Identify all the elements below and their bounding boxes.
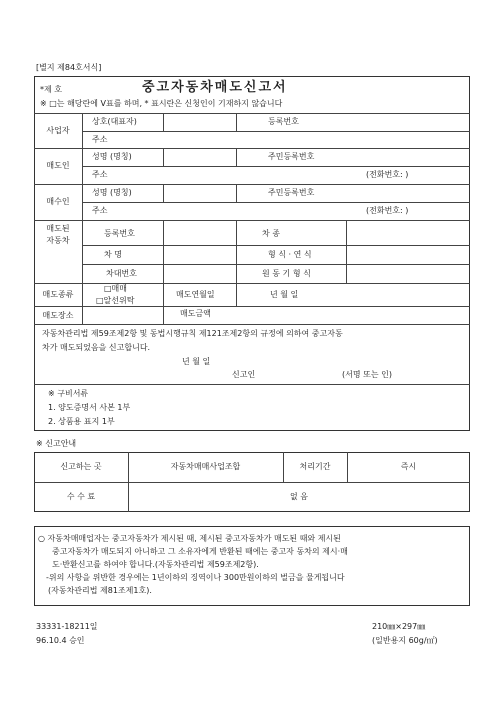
vehicle-chassis-label: 차대번호 [106, 269, 137, 278]
buyer-phone-label: (전화번호: ) [366, 206, 409, 215]
vehicle-label-line1: 매도된 [46, 224, 70, 233]
sale-place-label: 매도장소 [42, 311, 74, 320]
seller-phone-label: (전화번호: ) [366, 170, 409, 179]
sale-option-trade[interactable]: □매매 [104, 284, 128, 293]
notice-line3: 도·반환신고를 하여야 합니다.(자동차관리법 제59조제2항). [52, 560, 259, 569]
documents-item-1: 1. 양도증명서 사본 1부 [48, 403, 131, 412]
footer-paper: (일반용지 60g/㎡) [372, 636, 438, 645]
vehicle-type-label: 차 종 [262, 229, 280, 238]
declaration-signer-label: 신고인 [232, 370, 256, 379]
guide-fee-label: 수 수 료 [66, 492, 96, 501]
business-label: 사업자 [46, 126, 70, 135]
notice-line4: -위의 사항을 위반한 경우에는 1년이하의 징역이나 300만원이하의 벌금을 물게됩니다 [46, 573, 345, 582]
buyer-address-label: 주소 [92, 206, 108, 215]
footer-approval: 96.10.4 승인 [36, 636, 85, 645]
seller-address-label: 주소 [92, 170, 108, 179]
vehicle-name-label: 차 명 [104, 250, 122, 259]
sale-option-consign[interactable]: □알선위탁 [96, 296, 135, 305]
form-reference: [별지 제84호서식] [36, 63, 102, 72]
seller-id-label: 주민등록번호 [268, 152, 315, 161]
sale-date-label: 매도연월일 [176, 290, 215, 299]
declaration-line2: 차가 매도되었음을 신고합니다. [42, 343, 151, 352]
buyer-id-label: 주민등록번호 [268, 188, 315, 197]
vehicle-regno-label: 등록번호 [104, 229, 135, 238]
guide-office-label: 신고하는 곳 [60, 462, 102, 471]
notice-line1: ○ 자동차매매업자는 중고자동차가 제시된 때, 제시된 중고자동차가 매도된 때와 제시된 [38, 534, 341, 543]
notice-line2: 중고자동차가 매도되지 아니하고 그 소유자에게 반환된 때에는 중고자 동차의 제시·매 [52, 547, 348, 556]
vehicle-model-year-label: 형 식 · 연 식 [268, 250, 312, 259]
footer-size: 210㎜×297㎜ [372, 622, 426, 631]
buyer-label: 매수인 [46, 197, 70, 206]
documents-item-2: 2. 상품용 표지 1부 [48, 417, 115, 426]
seller-label: 매도인 [46, 161, 70, 170]
vehicle-engine-label: 원 동 기 형 식 [262, 269, 311, 278]
guide-heading: ※ 신고안내 [36, 439, 77, 448]
form-title: 중고자동차매도신고서 [142, 80, 288, 95]
sale-amount-label: 매도금액 [180, 309, 211, 318]
guide-period-label: 처리기간 [299, 462, 331, 471]
seller-name-label: 성명 (명칭) [92, 152, 132, 161]
footer-code: 33331-18211일 [36, 622, 98, 631]
declaration-line1: 자동차관리법 제59조제2항 및 동법시행규칙 제121조제2항의 규정에 의하여 중고자동 [42, 329, 343, 338]
notice-line5: (자동차관리법 제81조제1호). [48, 586, 152, 595]
declaration-date: 년 월 일 [182, 357, 211, 366]
receipt-number-label: *제 호 [40, 85, 62, 94]
business-regno-label: 등록번호 [268, 117, 299, 126]
form-note: ※ □는 해당란에 V표를 하며, * 표시란은 신청인이 기재하지 않습니다 [40, 99, 283, 108]
guide-period-value: 즉시 [400, 462, 417, 471]
business-address-label: 주소 [92, 135, 108, 144]
business-name-label: 상호(대표자) [92, 117, 137, 126]
guide-fee-value: 없 음 [290, 492, 308, 501]
declaration-sign-label: (서명 또는 인) [342, 370, 392, 379]
guide-office-value: 자동차매매사업조합 [170, 462, 241, 471]
vehicle-label-line2: 자동차 [46, 236, 70, 245]
sale-date-value: 년 월 일 [270, 290, 299, 299]
buyer-name-label: 성명 (명칭) [92, 188, 132, 197]
documents-heading: ※ 구비서류 [48, 389, 89, 398]
sale-type-label: 매도종류 [42, 290, 74, 299]
